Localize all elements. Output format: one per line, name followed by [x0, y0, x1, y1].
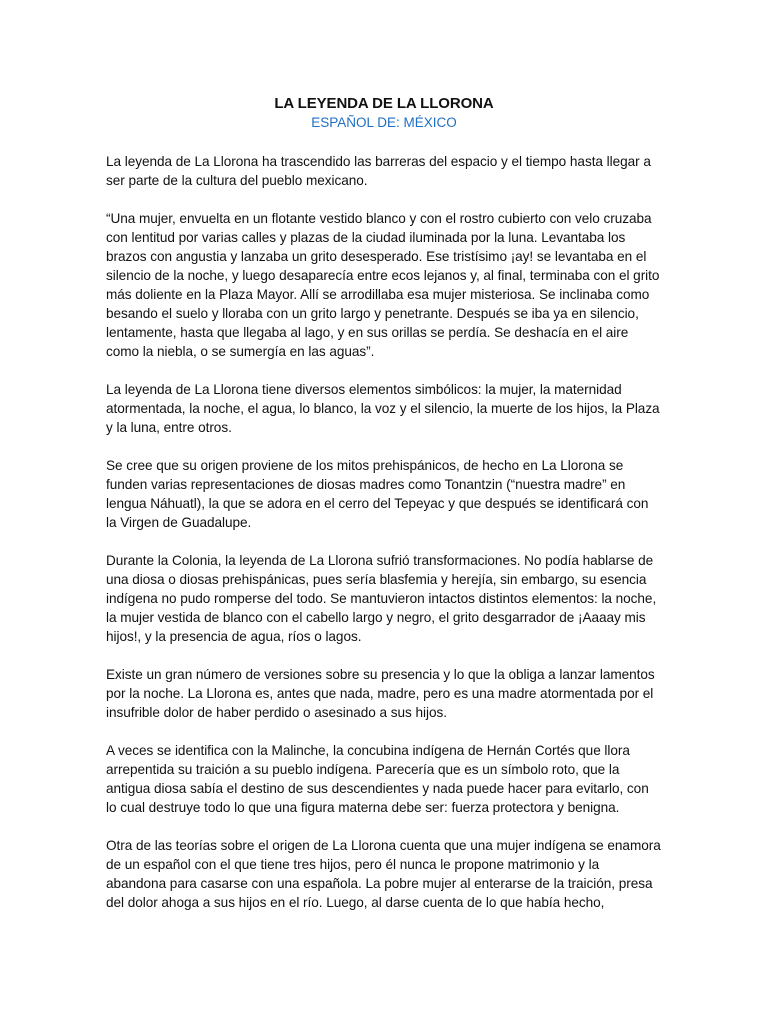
- document-body: [106, 152, 662, 912]
- paragraph-3: La leyenda de La Llorona tiene diversos elementos simbólicos: la mujer, la maternidad atormentada, la noche, el agua, lo blanco, la voz y el silencio, la muerte de los hijos, la Plaza y la luna, entre otros.: [106, 382, 660, 435]
- document-title: LA LEYENDA DE LA LLORONA: [274, 95, 494, 112]
- paragraph-2: “Una mujer, envuelta en un flotante vestido blanco y con el rostro cubierto con velo cruzaba con lentitud por varias calles y plazas de la ciudad iluminada por la luna. Levantaba los brazos con angustia y lanzaba un grito desesperado. Ese tristísimo ¡ay! se levantaba en el silencio de la noche, y luego desaparecía entre ecos lejanos y, al final, terminaba con el grito más doliente en la Plaza Mayor. Allí se arrodillaba esa mujer misteriosa. Se inclinaba como besando el suelo y lloraba con un grito largo y penetrante. Después se iba ya en silencio, lentamente, hasta que llegaba al lago, y en sus orillas se perdía. Se deshacía en el aire como la niebla, o se sumergía en las aguas”.: [106, 211, 660, 359]
- paragraph-8: Otra de las teorías sobre el origen de La Llorona cuenta que una mujer indígena se enamora de un español con el que tiene tres hijos, pero él nunca le propone matrimonio y la abandona para casarse con una española. La pobre mujer al enterarse de la traición, presa del dolor ahoga a sus hijos en el río. Luego, al darse cuenta de lo que había hecho,: [106, 838, 661, 910]
- paragraph-7: A veces se identifica con la Malinche, la concubina indígena de Hernán Cortés que llora arrepentida su traición a su pueblo indígena. Parecería que es un símbolo roto, que la antigua diosa sabía el destino de sus descendientes y nada puede hacer para evitarlo, con lo cual destruye todo lo que una figura materna debe ser: fuerza protectora y benigna.: [106, 743, 649, 815]
- document-subtitle: ESPAÑOL DE: MÉXICO: [311, 115, 457, 130]
- document-content: [106, 94, 662, 931]
- paragraph-4: Se cree que su origen proviene de los mitos prehispánicos, de hecho en La Llorona se funden varias representaciones de diosas madres como Tonantzin (“nuestra madre” en lengua Náhuatl), la que se adora en el cerro del Tepeyac y que después se identificará con la Virgen de Guadalupe.: [106, 458, 649, 530]
- paragraph-1: La leyenda de La Llorona ha trascendido las barreras del espacio y el tiempo hasta llegar a ser parte de la cultura del pueblo mexicano.: [106, 154, 651, 188]
- paragraph-6: Existe un gran número de versiones sobre su presencia y lo que la obliga a lanzar lamentos por la noche. La Llorona es, antes que nada, madre, pero es una madre atormentada por el insufrible dolor de haber perdido o asesinado a sus hijos.: [106, 667, 655, 720]
- paragraph-5: Durante la Colonia, la leyenda de La Llorona sufrió transformaciones. No podía hablarse de una diosa o diosas prehispánicas, pues sería blasfemia y herejía, sin embargo, su esencia indígena no pudo romperse del todo. Se mantuvieron intactos distintos elementos: la noche, la mujer vestida de blanco con el cabello largo y negro, el grito desgarrador de ¡Aaaay mis hijos!, y la presencia de agua, ríos o lagos.: [106, 553, 657, 644]
